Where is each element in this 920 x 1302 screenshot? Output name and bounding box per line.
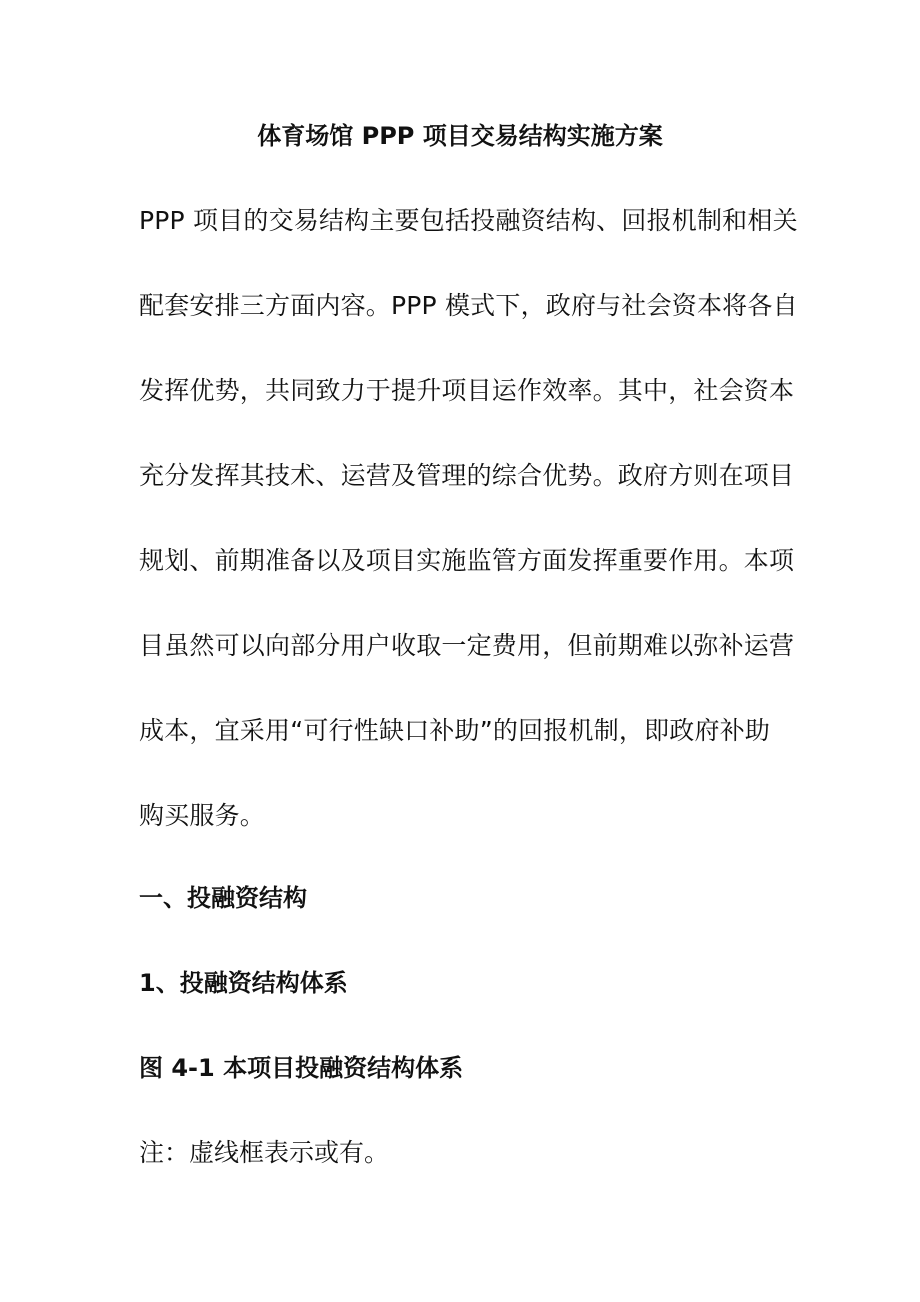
- paragraph-line: 规划、前期准备以及项目实施监管方面发挥重要作用。本项: [139, 546, 795, 575]
- document-title: 体育场馆 PPP 项目交易结构实施方案: [257, 122, 663, 150]
- figure-note: 注：虚线框表示或有。: [139, 1138, 390, 1167]
- paragraph-line: 购买服务。: [139, 801, 266, 830]
- section-heading: 一、投融资结构: [139, 884, 307, 912]
- figure-caption: 图 4-1 本项目投融资结构体系: [139, 1054, 464, 1082]
- paragraph-line: 配套安排三方面内容。PPP 模式下，政府与社会资本将各自: [139, 291, 798, 320]
- paragraph-line: 发挥优势，共同致力于提升项目运作效率。其中，社会资本: [139, 376, 795, 405]
- paragraph-line: 充分发挥其技术、运营及管理的综合优势。政府方则在项目: [139, 461, 795, 490]
- subsection-heading: 1、投融资结构体系: [139, 969, 348, 997]
- paragraph-line: 成本，宜采用“可行性缺口补助”的回报机制，即政府补助: [139, 716, 771, 745]
- intro-paragraph: [139, 200, 798, 880]
- paragraph-line: 目虽然可以向部分用户收取一定费用，但前期难以弥补运营: [139, 631, 795, 660]
- paragraph-line: PPP 项目的交易结构主要包括投融资结构、回报机制和相关: [139, 206, 798, 235]
